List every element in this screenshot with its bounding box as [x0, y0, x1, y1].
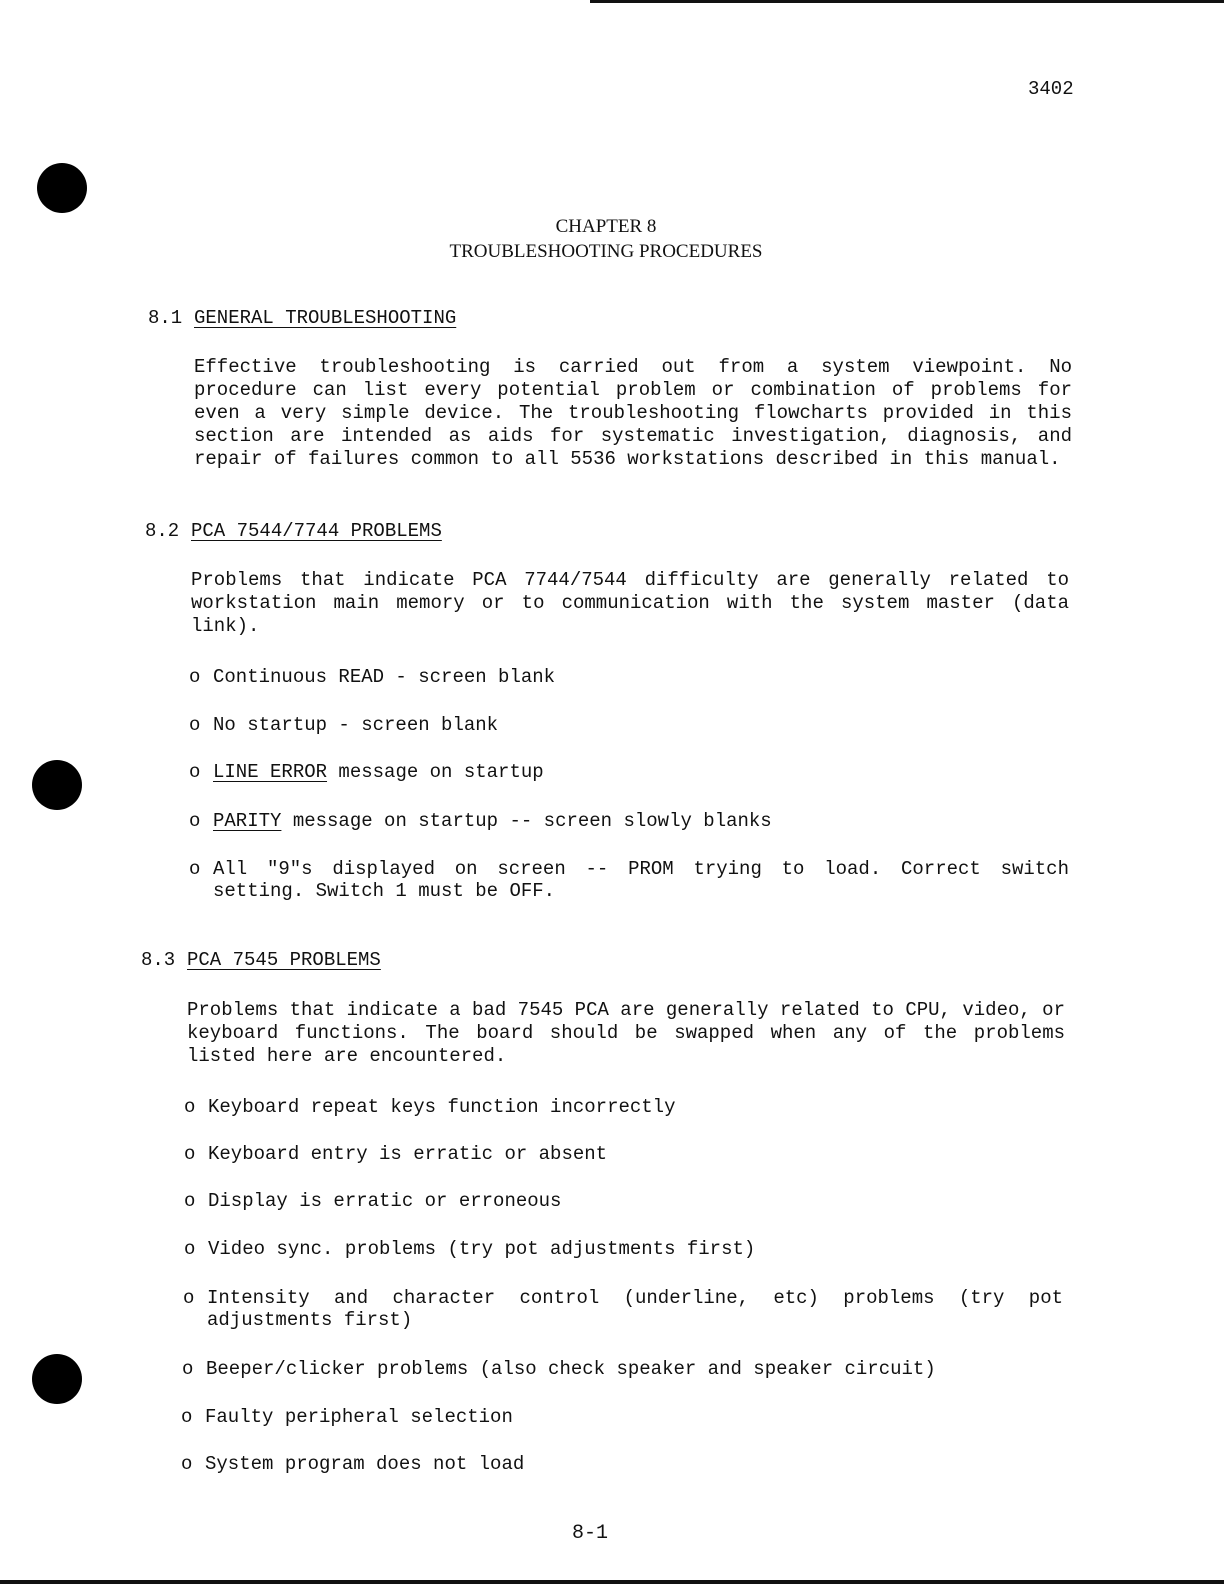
- list-item-text: Faulty peripheral selection: [205, 1406, 513, 1428]
- list-item-text: Continuous READ - screen blank: [213, 666, 556, 688]
- bullet-marker: o: [189, 714, 201, 736]
- section-heading-8-3: [141, 949, 381, 971]
- underlined-term: LINE ERROR: [213, 761, 328, 783]
- page-footer: 8-1: [571, 1522, 608, 1545]
- bullet-marker: o: [182, 1358, 194, 1380]
- page-number: 3402: [1028, 78, 1074, 100]
- bullet-marker: o: [184, 1143, 196, 1165]
- list-item-text: [213, 761, 1069, 783]
- chapter-heading: [300, 214, 912, 264]
- list-item: [184, 1238, 1064, 1260]
- list-item: [183, 1287, 1063, 1331]
- scan-edge-top: [590, 0, 1224, 3]
- list-item: [181, 1406, 1061, 1428]
- bullet-marker: o: [189, 858, 201, 880]
- list-item-text: [213, 810, 1069, 832]
- list-item: [189, 714, 1069, 736]
- section-heading-8-2: [145, 520, 442, 542]
- punch-hole-middle: [32, 760, 82, 810]
- list-item: [182, 1358, 1062, 1380]
- section-paragraph-8-1: Effective troubleshooting is carried out from a system viewpoint. No procedure can list every potential problem or combination of problems for even a very simple device. The troubleshooting flowcharts provided in this section are intended as aids for systematic investigation, diagnosis, and repair of failures common to all 5536 workstations described in this manual.: [194, 356, 1072, 470]
- list-item: [184, 1190, 1064, 1212]
- section-title: PCA 7545 PROBLEMS: [187, 949, 381, 971]
- list-item: [181, 1453, 1061, 1475]
- section-number: 8.2: [145, 520, 180, 542]
- list-item-text: Keyboard repeat keys function incorrectly: [208, 1096, 676, 1118]
- bullet-marker: o: [184, 1190, 196, 1212]
- bullet-marker: o: [183, 1287, 195, 1309]
- section-number: 8.3: [141, 949, 176, 971]
- list-item: [189, 761, 1069, 783]
- chapter-title: TROUBLESHOOTING PROCEDURES: [449, 241, 763, 262]
- chapter-label: CHAPTER 8: [555, 216, 657, 237]
- list-item: [189, 858, 1069, 902]
- section-paragraph-8-3: Problems that indicate a bad 7545 PCA are generally related to CPU, video, or keyboard functions. The board should be swapped when any of the problems listed here are encountered.: [187, 999, 1065, 1067]
- punch-hole-bottom: [32, 1354, 82, 1404]
- bullet-marker: o: [189, 810, 201, 832]
- bullet-marker: o: [184, 1238, 196, 1260]
- section-paragraph-8-2: Problems that indicate PCA 7744/7544 difficulty are generally related to workstation main memory or to communication with the system master (data link).: [191, 569, 1069, 637]
- scan-edge-bottom: [0, 1580, 1224, 1584]
- bullet-marker: o: [184, 1096, 196, 1118]
- underlined-term: PARITY: [213, 810, 282, 832]
- section-heading-8-1: [148, 307, 456, 329]
- list-item-text: Keyboard entry is erratic or absent: [208, 1143, 608, 1165]
- list-item: [189, 666, 1069, 688]
- bullet-marker: o: [189, 666, 201, 688]
- list-item-text: Intensity and character control (underline, etc) problems (try pot adjustments first): [207, 1287, 1063, 1331]
- list-item-text: No startup - screen blank: [213, 714, 499, 736]
- punch-hole-top: [37, 163, 87, 213]
- bullet-marker: o: [181, 1406, 193, 1428]
- list-item: [184, 1143, 1064, 1165]
- section-number: 8.1: [148, 307, 183, 329]
- bullet-marker: o: [181, 1453, 193, 1475]
- list-item-text: All "9"s displayed on screen -- PROM trying to load. Correct switch setting. Switch 1 must be OFF.: [213, 858, 1069, 902]
- list-item: [189, 810, 1069, 832]
- section-title: GENERAL TROUBLESHOOTING: [194, 307, 457, 329]
- list-item-rest: message on startup: [327, 761, 544, 783]
- list-item-text: System program does not load: [205, 1453, 525, 1475]
- list-item-text: Display is erratic or erroneous: [208, 1190, 562, 1212]
- list-item-text: Video sync. problems (try pot adjustments first): [208, 1238, 756, 1260]
- list-item-text: Beeper/clicker problems (also check speaker and speaker circuit): [206, 1358, 936, 1380]
- section-title: PCA 7544/7744 PROBLEMS: [191, 520, 442, 542]
- list-item: [184, 1096, 1064, 1118]
- list-item-rest: message on startup -- screen slowly blanks: [281, 810, 772, 832]
- bullet-marker: o: [189, 761, 201, 783]
